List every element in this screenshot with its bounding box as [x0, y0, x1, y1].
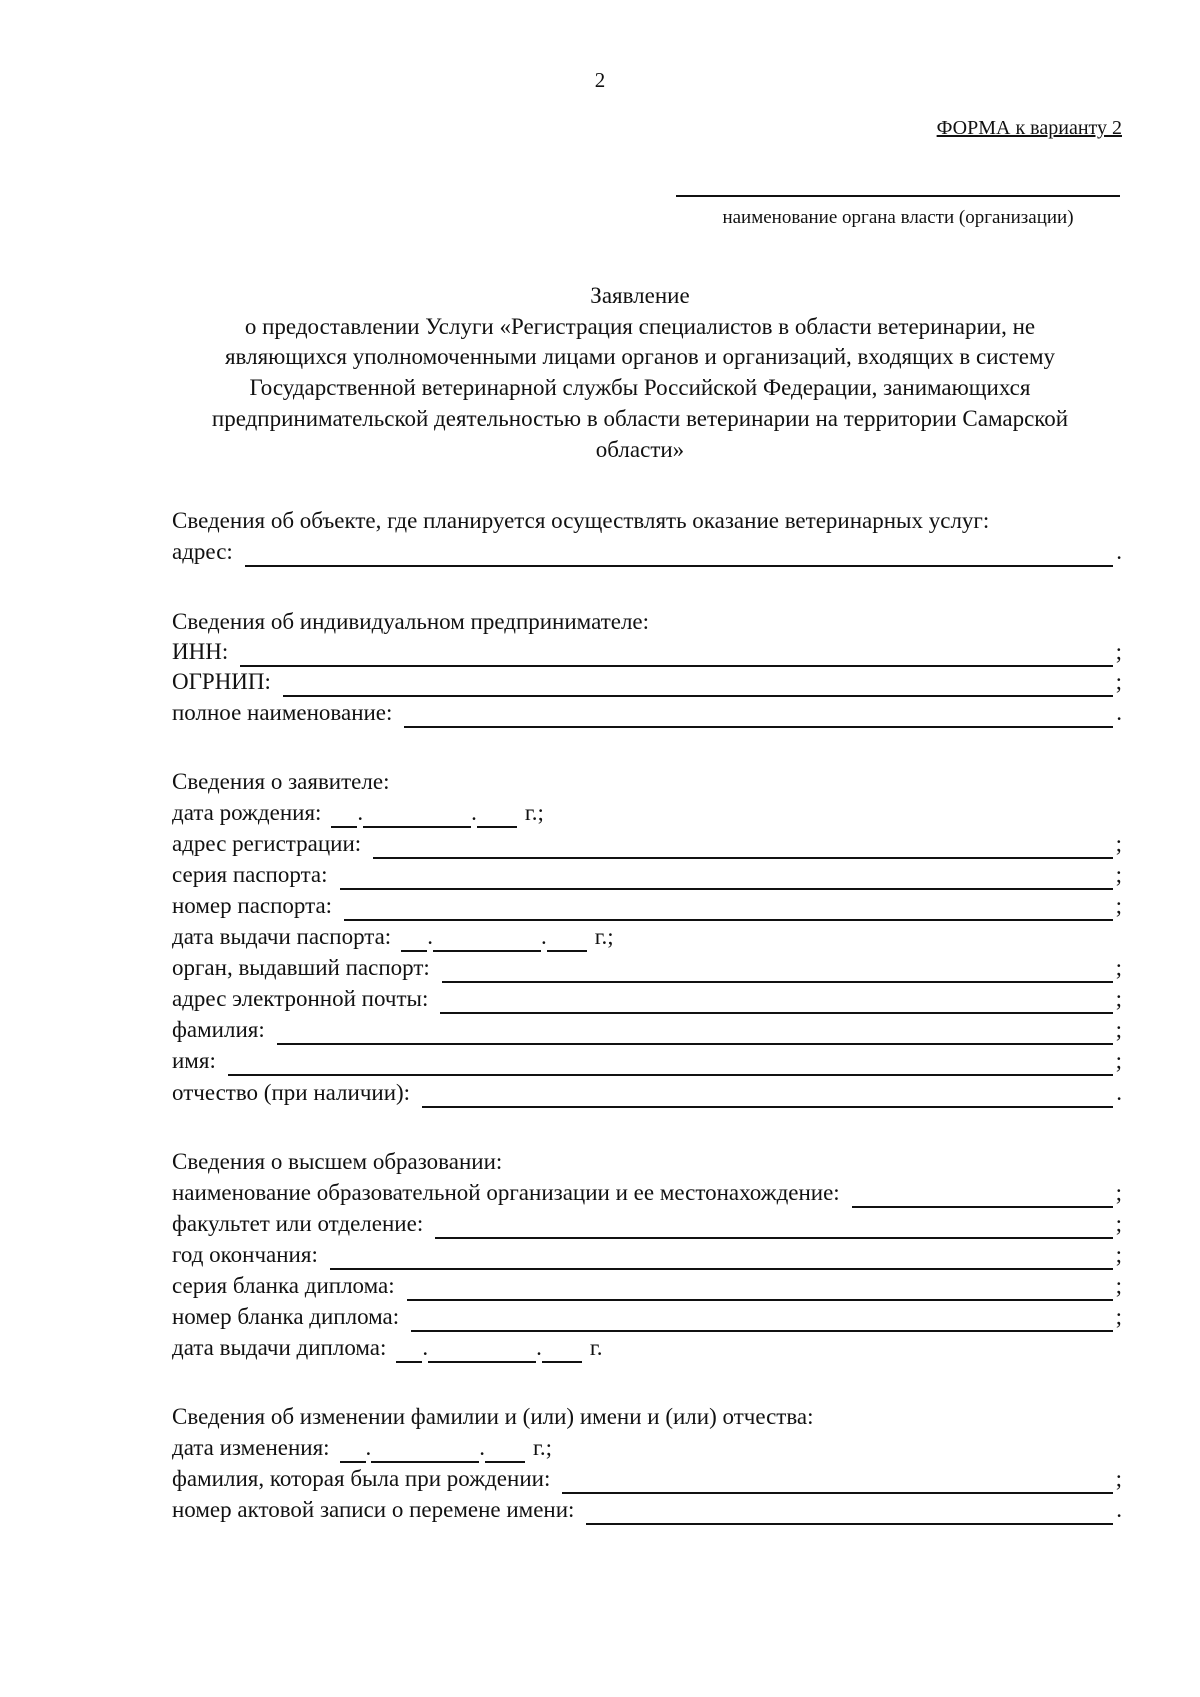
diploma-number-label: номер бланка диплома:	[172, 1304, 400, 1329]
email-label: адрес электронной почты:	[172, 986, 429, 1011]
education-section-heading: Сведения о высшем образовании:	[172, 1149, 503, 1174]
passport-issuer-label: орган, выдавший паспорт:	[172, 955, 430, 980]
inn-field[interactable]	[240, 643, 1112, 667]
first-name-label: имя:	[172, 1048, 216, 1073]
passport-issue-year-field[interactable]	[547, 928, 587, 952]
record-number-row: номер актовой записи о перемене имени: .	[172, 1495, 1122, 1525]
title-line: предпринимательской деятельностью в области ветеринарии на территории Самарской	[211, 405, 1069, 431]
reg-address-row: адрес регистрации: ;	[172, 829, 1122, 859]
birth-date-label: дата рождения:	[172, 800, 322, 825]
birth-surname-row: фамилия, которая была при рождении: ;	[172, 1464, 1122, 1494]
record-number-field[interactable]	[586, 1501, 1113, 1525]
email-field[interactable]	[440, 990, 1112, 1014]
ogrnip-field[interactable]	[283, 673, 1113, 697]
diploma-day-field[interactable]	[396, 1339, 422, 1363]
surname-label: фамилия:	[172, 1017, 265, 1042]
inn-row: ИНН: ;	[172, 637, 1122, 667]
diploma-series-field[interactable]	[407, 1277, 1113, 1301]
diploma-date-row: дата выдачи диплома: . . г.	[172, 1333, 1122, 1363]
institution-row: наименование образовательной организации и ее местонахождение: ;	[172, 1178, 1122, 1208]
institution-label: наименование образовательной организации и ее местонахождение:	[172, 1180, 840, 1205]
change-day-field[interactable]	[340, 1439, 366, 1463]
patronymic-label: отчество (при наличии):	[172, 1080, 411, 1105]
name-change-section-heading: Сведения об изменении фамилии и (или) имени и (или) отчества:	[172, 1404, 814, 1429]
birth-surname-label: фамилия, которая была при рождении:	[172, 1466, 551, 1491]
diploma-number-field[interactable]	[411, 1308, 1112, 1332]
full-name-field[interactable]	[404, 704, 1113, 728]
address-field[interactable]	[245, 543, 1113, 567]
birth-month-field[interactable]	[363, 804, 471, 828]
change-month-field[interactable]	[371, 1439, 479, 1463]
applicant-section-heading: Сведения о заявителе:	[172, 769, 390, 794]
passport-issue-month-field[interactable]	[433, 928, 541, 952]
first-name-row: имя: ;	[172, 1046, 1122, 1076]
change-date-row: дата изменения: . . г.;	[172, 1433, 1122, 1463]
address-label: адрес:	[172, 539, 233, 564]
diploma-number-row: номер бланка диплома: ;	[172, 1302, 1122, 1332]
faculty-row: факультет или отделение: ;	[172, 1209, 1122, 1239]
surname-field[interactable]	[277, 1021, 1113, 1045]
faculty-field[interactable]	[435, 1215, 1112, 1239]
surname-row: фамилия: ;	[172, 1015, 1122, 1045]
passport-number-field[interactable]	[344, 897, 1113, 921]
birth-year-field[interactable]	[477, 804, 517, 828]
title-line: области»	[595, 436, 685, 462]
passport-issuer-row: орган, выдавший паспорт: ;	[172, 953, 1122, 983]
passport-series-row: серия паспорта: ;	[172, 860, 1122, 890]
diploma-series-row: серия бланка диплома: ;	[172, 1271, 1122, 1301]
patronymic-row: отчество (при наличии): .	[172, 1078, 1122, 1108]
first-name-field[interactable]	[228, 1052, 1113, 1076]
ogrnip-label: ОГРНИП:	[172, 669, 271, 694]
diploma-date-label: дата выдачи диплома:	[172, 1335, 387, 1360]
form-variant-label: ФОРМА к варианту 2	[936, 117, 1122, 139]
reg-address-label: адрес регистрации:	[172, 831, 362, 856]
title-line: о предоставлении Услуги «Регистрация специалистов в области ветеринарии, не	[244, 313, 1036, 339]
entrepreneur-section-heading: Сведения об индивидуальном предпринимателе:	[172, 609, 650, 634]
diploma-month-field[interactable]	[428, 1339, 536, 1363]
passport-issue-date-row: дата выдачи паспорта: . . г.;	[172, 922, 1122, 952]
org-name-line[interactable]	[676, 195, 1120, 197]
passport-issue-date-label: дата выдачи паспорта:	[172, 924, 392, 949]
passport-number-row: номер паспорта: ;	[172, 891, 1122, 921]
institution-field[interactable]	[852, 1184, 1113, 1208]
diploma-series-label: серия бланка диплома:	[172, 1273, 395, 1298]
org-name-caption: наименование органа власти (организации)	[722, 207, 1074, 228]
ogrnip-row: ОГРНИП: ;	[172, 667, 1122, 697]
reg-address-field[interactable]	[373, 835, 1112, 859]
email-row: адрес электронной почты: ;	[172, 984, 1122, 1014]
full-name-label: полное наименование:	[172, 700, 393, 725]
application-title	[170, 281, 1110, 465]
object-section-heading: Сведения об объекте, где планируется осуществлять оказание ветеринарных услуг:	[172, 508, 990, 533]
title-heading: Заявление	[590, 283, 690, 308]
inn-label: ИНН:	[172, 639, 229, 664]
page-number: 2	[594, 68, 606, 92]
title-line: являющихся уполномоченными лицами органов и организаций, входящих в систему	[224, 344, 1056, 370]
full-name-row: полное наименование: .	[172, 698, 1122, 728]
passport-series-label: серия паспорта:	[172, 862, 328, 887]
passport-series-field[interactable]	[340, 866, 1113, 890]
change-date-label: дата изменения:	[172, 1435, 330, 1460]
faculty-label: факультет или отделение:	[172, 1211, 424, 1236]
title-line: Государственной ветеринарной службы Российской Федерации, занимающихся	[249, 375, 1031, 401]
diploma-year-field[interactable]	[542, 1339, 582, 1363]
passport-issue-day-field[interactable]	[401, 928, 427, 952]
passport-issuer-field[interactable]	[442, 959, 1113, 983]
passport-number-label: номер паспорта:	[172, 893, 333, 918]
graduation-year-row: год окончания: ;	[172, 1240, 1122, 1270]
graduation-year-label: год окончания:	[172, 1242, 318, 1267]
object-address-row: адрес: .	[172, 537, 1122, 567]
graduation-year-field[interactable]	[330, 1246, 1113, 1270]
change-year-field[interactable]	[485, 1439, 525, 1463]
record-number-label: номер актовой записи о перемене имени:	[172, 1497, 575, 1522]
patronymic-field[interactable]	[422, 1084, 1113, 1108]
birth-day-field[interactable]	[331, 804, 357, 828]
birth-surname-field[interactable]	[562, 1470, 1112, 1494]
birth-date-row: дата рождения: . . г.;	[172, 798, 1122, 828]
